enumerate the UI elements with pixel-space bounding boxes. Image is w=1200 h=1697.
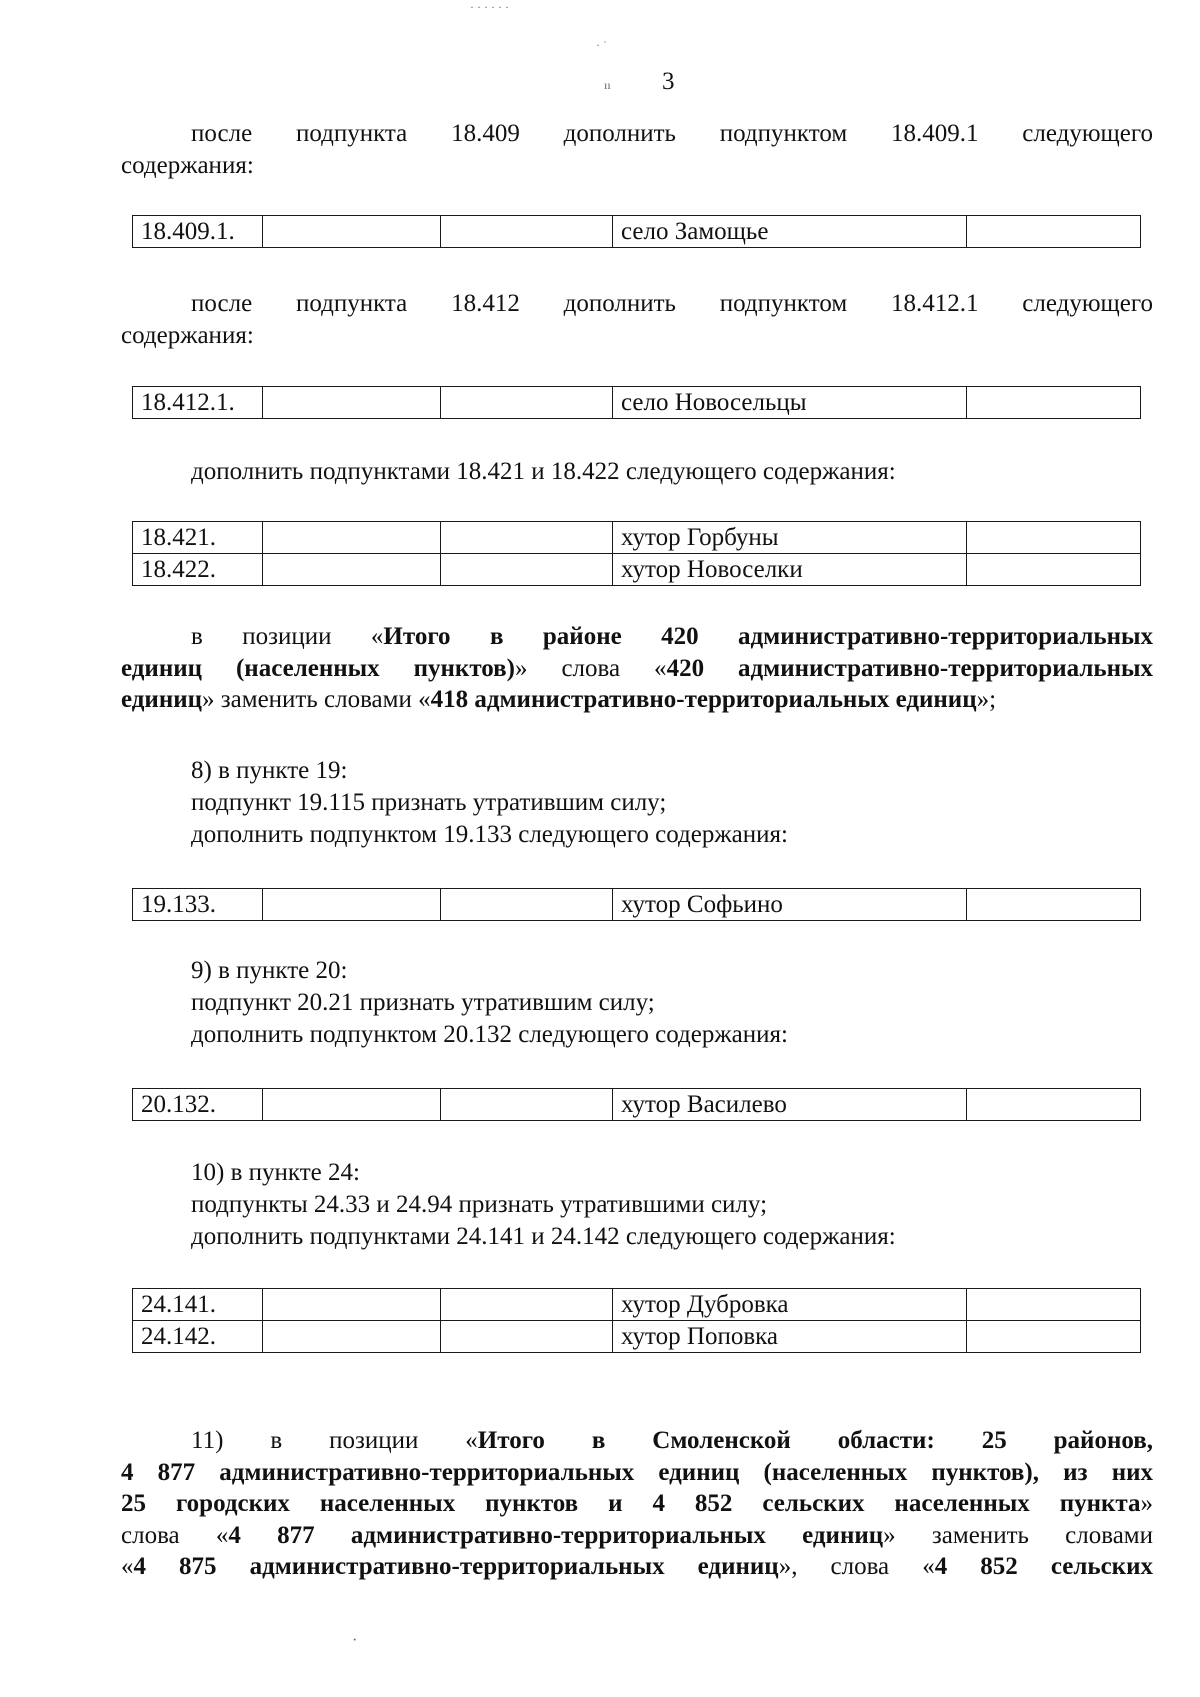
paragraph-item-24: 10) в пункте 24: подпункты 24.33 и 24.94 признать утратившими силу; дополнить подпунктами 24.141 и 24.142 следующего содержания: — [191, 1159, 896, 1250]
item-number-cell: 18.421. — [133, 522, 263, 554]
paragraph-amend-18-409: после подпункта 18.409 дополнить подпунктом 18.409.1 следующего содержания: — [121, 120, 1153, 179]
table-cell — [263, 1089, 441, 1121]
scan-speckles: · — [352, 1632, 358, 1649]
table-cell — [263, 889, 441, 921]
settlement-name-cell: хутор Новоселки — [613, 554, 967, 586]
table-row — [133, 889, 1141, 921]
table-cell — [441, 1289, 613, 1321]
settlement-name-cell: село Замощье — [613, 216, 967, 248]
table-cell — [441, 216, 613, 248]
table-cell — [263, 216, 441, 248]
insert-table-20-132 — [132, 1088, 1141, 1121]
insert-table-18-409-1 — [132, 215, 1141, 248]
paragraph-total-smolensk-region: 11) в позиции «Итого в Смоленской области: 25 районов, 4 877 административно-территориальных единиц (населенных пунктов), из них 25 городских населенных пунктов и 4 852 сельских населенных пункта» слова «4 877 административно-территориальных единиц» заменить словами «4 875 административно-территориальных единиц», слова «4 852 сельских — [121, 1427, 1153, 1580]
page-number: 3 — [662, 68, 675, 95]
table-row — [133, 216, 1141, 248]
settlement-name-cell: хутор Дубровка — [613, 1289, 967, 1321]
item-number-cell: 19.133. — [133, 889, 263, 921]
table-cell — [967, 216, 1141, 248]
table-cell — [967, 1089, 1141, 1121]
insert-table-18-412-1 — [132, 386, 1141, 419]
item-number-cell: 24.141. — [133, 1289, 263, 1321]
table-row — [133, 554, 1141, 586]
table-cell — [263, 554, 441, 586]
scan-speckles: · · · · · · — [470, 0, 509, 14]
scan-speckles: · ˙ — [596, 38, 607, 52]
table-row — [133, 1089, 1141, 1121]
settlement-name-cell: хутор Горбуны — [613, 522, 967, 554]
paragraph-item-20: 9) в пункте 20: подпункт 20.21 признать утратившим силу; дополнить подпунктом 20.132 следующего содержания: — [191, 957, 788, 1048]
table-cell — [441, 522, 613, 554]
insert-table-19-133 — [132, 888, 1141, 921]
item-number-cell: 18.412.1. — [133, 387, 263, 419]
table-cell — [967, 1289, 1141, 1321]
table-cell — [967, 889, 1141, 921]
table-cell — [441, 1321, 613, 1353]
table-cell — [441, 387, 613, 419]
settlement-name-cell: хутор Софьино — [613, 889, 967, 921]
table-cell — [263, 387, 441, 419]
table-cell — [967, 554, 1141, 586]
table-cell — [263, 1321, 441, 1353]
item-number-cell: 18.422. — [133, 554, 263, 586]
item-number-cell: 24.142. — [133, 1321, 263, 1353]
insert-table-18-421-422 — [132, 521, 1141, 586]
table-row — [133, 1289, 1141, 1321]
table-cell — [441, 889, 613, 921]
table-cell — [967, 522, 1141, 554]
table-cell — [263, 1289, 441, 1321]
paragraph-total-in-district: в позиции «Итого в районе 420 административно-территориальных единиц (населенных пунктов)» слова «420 административно-территориальных единиц» заменить словами «418 административно-территориальных единиц»; — [121, 623, 1154, 713]
table-cell — [441, 1089, 613, 1121]
insert-table-24-141-142 — [132, 1288, 1141, 1353]
table-cell — [263, 522, 441, 554]
table-cell — [967, 1321, 1141, 1353]
item-number-cell: 18.409.1. — [133, 216, 263, 248]
paragraph-amend-18-421-422: дополнить подпунктами 18.421 и 18.422 следующего содержания: — [191, 458, 896, 485]
paragraph-amend-18-412: после подпункта 18.412 дополнить подпунктом 18.412.1 следующего содержания: — [121, 290, 1153, 349]
item-number-cell: 20.132. — [133, 1089, 263, 1121]
table-row — [133, 522, 1141, 554]
settlement-name-cell: село Новосельцы — [613, 387, 967, 419]
paragraph-item-19: 8) в пункте 19: подпункт 19.115 признать утратившим силу; дополнить подпунктом 19.133 следующего содержания: — [191, 757, 788, 848]
scan-speckles: ıı — [604, 78, 611, 92]
table-row — [133, 387, 1141, 419]
table-cell — [967, 387, 1141, 419]
table-row — [133, 1321, 1141, 1353]
settlement-name-cell: хутор Василево — [613, 1089, 967, 1121]
table-cell — [441, 554, 613, 586]
settlement-name-cell: хутор Поповка — [613, 1321, 967, 1353]
